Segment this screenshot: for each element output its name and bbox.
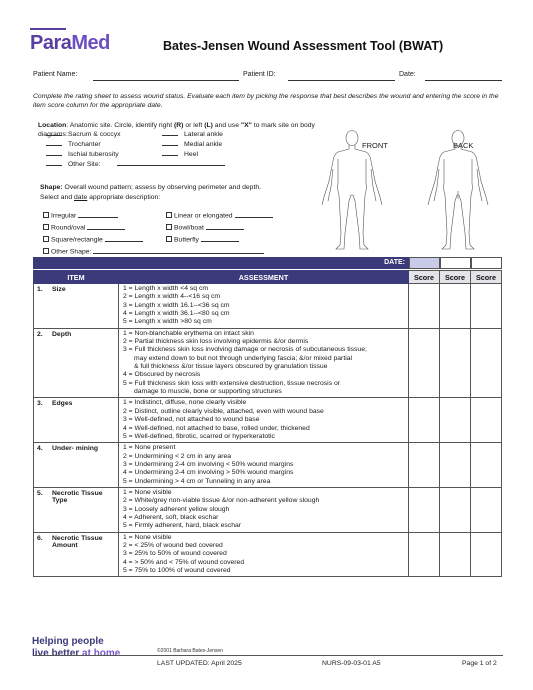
table-row [34,532,502,577]
date-header-row [33,257,502,269]
site-other[interactable]: Other Site: [46,161,225,170]
table-row [34,487,502,532]
score-cell[interactable] [440,284,471,329]
score-cell[interactable] [440,398,471,443]
score-cell[interactable] [471,398,502,443]
score-cell[interactable] [440,532,471,577]
col-item: ITEM [34,271,119,284]
score-cell[interactable] [440,487,471,532]
copyright: ©2001 Barbara Bates-Jensen [157,648,223,654]
score-cell[interactable] [471,284,502,329]
assessment-cell: 1 = Length x width <4 sq cm 2 = Length x width 4--<16 sq cm 3 = Length x width 16.1--<36 sq cm 4 = Length x width 36.1--<80 sq cm 5 = Length x width >80 sq cm [119,284,409,329]
date-cell-2[interactable] [440,257,471,269]
table-row [34,328,502,398]
location-instructions: Location: Anatomic site. Circle, identify right (R) or left (L) and use "X" to mark site on body diagrams: [38,122,315,138]
col-score-2: Score [440,271,471,284]
page-number: Page 1 of 2 [462,660,497,667]
footer-divider [33,655,503,656]
assessment-table [33,270,502,577]
item-cell: 4. Under- mining [34,443,119,488]
table-row [34,284,502,329]
patient-id-label: Patient ID: [243,71,276,78]
score-cell[interactable] [409,487,440,532]
shape-other[interactable]: Other Shape: [43,248,264,256]
site-sacrum[interactable]: Sacrum & coccyx [46,131,121,140]
logo-accent-bar [30,28,66,30]
site-trochanter[interactable]: Trochanter [46,141,101,150]
date-field[interactable] [425,80,502,81]
score-cell[interactable] [409,284,440,329]
assessment-cell: 1 = Indistinct, diffuse, none clearly visible 2 = Distinct, outline clearly visible, attached, even with wound base 3 = Well-defined, not attached to wound base 4 = Well-defined, not attached to base, rolled under, thickened 5 = Well-defined, fibrotic, scarred or hyperkeratotic [119,398,409,443]
site-medial-ankle[interactable]: Medial ankle [162,141,222,150]
date-cell-1[interactable] [409,257,440,269]
score-cell[interactable] [440,443,471,488]
site-ischial[interactable]: Ischial tuberosity [46,151,119,160]
last-updated: LAST UPDATED: April 2025 [157,660,242,667]
back-label: BACK [453,141,474,150]
shape-butterfly[interactable]: Butterfly [166,236,239,244]
col-assessment: ASSESSMENT [119,271,409,284]
score-cell[interactable] [409,443,440,488]
item-cell: 2. Depth [34,328,119,398]
shape-linear[interactable]: Linear or elongated [166,212,273,220]
assessment-cell: 1 = None visible 2 = < 25% of wound bed covered 3 = 25% to 50% of wound covered 4 = > 50% and < 75% of wound covered 5 = 75% to 100% of wound covered [119,532,409,577]
score-cell[interactable] [409,398,440,443]
item-cell: 6. Necrotic Tissue Amount [34,532,119,577]
score-cell[interactable] [471,443,502,488]
col-score-3: Score [471,271,502,284]
score-cell[interactable] [471,532,502,577]
site-heel[interactable]: Heel [162,151,198,160]
body-diagram-back[interactable] [422,129,494,253]
site-lateral-ankle[interactable]: Lateral ankle [162,131,223,140]
shape-instructions: Shape: Overall wound pattern; assess by observing perimeter and depth. Select and date appropriate description: [40,184,262,201]
col-score-1: Score [409,271,440,284]
score-cell[interactable] [440,328,471,398]
checkbox[interactable] [43,212,49,218]
shape-square-rectangle[interactable]: Square/rectangle [43,236,143,244]
paramed-logo: ParaMed [30,32,110,54]
assessment-cell: 1 = None visible 2 = White/grey non-viable tissue &/or non-adherent yellow slough 3 = Loosely adherent yellow slough 4 = Adherent, soft, black eschar 5 = Firmly adherent, hard, black eschar [119,487,409,532]
page-title: Bates-Jensen Wound Assessment Tool (BWAT) [163,39,444,53]
table-row [34,398,502,443]
assessment-cell: 1 = Non-blanchable erythema on intact skin 2 = Partial thickness skin loss involving epidermis &/or dermis 3 = Full thickness skin loss involving damage or necrosis of subcutaneous tissue; may extend down to but not through underlying fascia; &/or mixed partial & full thickness &/or tissue layers obscured by granulation tissue 4 = Obscured by necrosis 5 = Full thickness skin loss with extensive destruction, tissue necrosis or damage to muscle, bone or supporting structures [119,328,409,398]
patient-id-field[interactable] [288,80,395,81]
shape-bowl-boat[interactable]: Bowl/boat [166,224,244,232]
shape-irregular[interactable]: Irregular [43,212,118,220]
score-cell[interactable] [409,328,440,398]
item-cell: 3. Edges [34,398,119,443]
item-cell: 5. Necrotic Tissue Type [34,487,119,532]
patient-name-field[interactable] [93,80,239,81]
checkbox[interactable] [166,236,172,242]
item-cell: 1. Size [34,284,119,329]
footer-tagline: Helping people live better at home [32,636,121,659]
date-cell-3[interactable] [471,257,502,269]
patient-fields [33,71,503,83]
instructions: Complete the rating sheet to assess wound status. Evaluate each item by picking the response that best describes the wound and entering the score in the item score column for the appropriate date. [33,93,499,109]
checkbox[interactable] [166,224,172,230]
date-label: Date: [399,71,416,78]
checkbox[interactable] [43,248,49,254]
checkbox[interactable] [43,224,49,230]
score-cell[interactable] [471,328,502,398]
score-cell[interactable] [409,532,440,577]
assessment-cell: 1 = None present 2 = Undermining < 2 cm in any area 3 = Undermining 2-4 cm involving < 50% wound margins 4 = Undermining 2-4 cm involving > 50% wound margins 5 = Undermining > 4 cm or Tunneling in any area [119,443,409,488]
checkbox[interactable] [166,212,172,218]
score-cell[interactable] [471,487,502,532]
front-label: FRONT [362,141,388,150]
shape-round-oval[interactable]: Round/oval [43,224,125,232]
table-row [34,443,502,488]
document-code: NURS-09-03-01 A5 [322,660,381,667]
patient-name-label: Patient Name: [33,71,78,78]
date-header-label: DATE: [33,257,409,269]
checkbox[interactable] [43,236,49,242]
